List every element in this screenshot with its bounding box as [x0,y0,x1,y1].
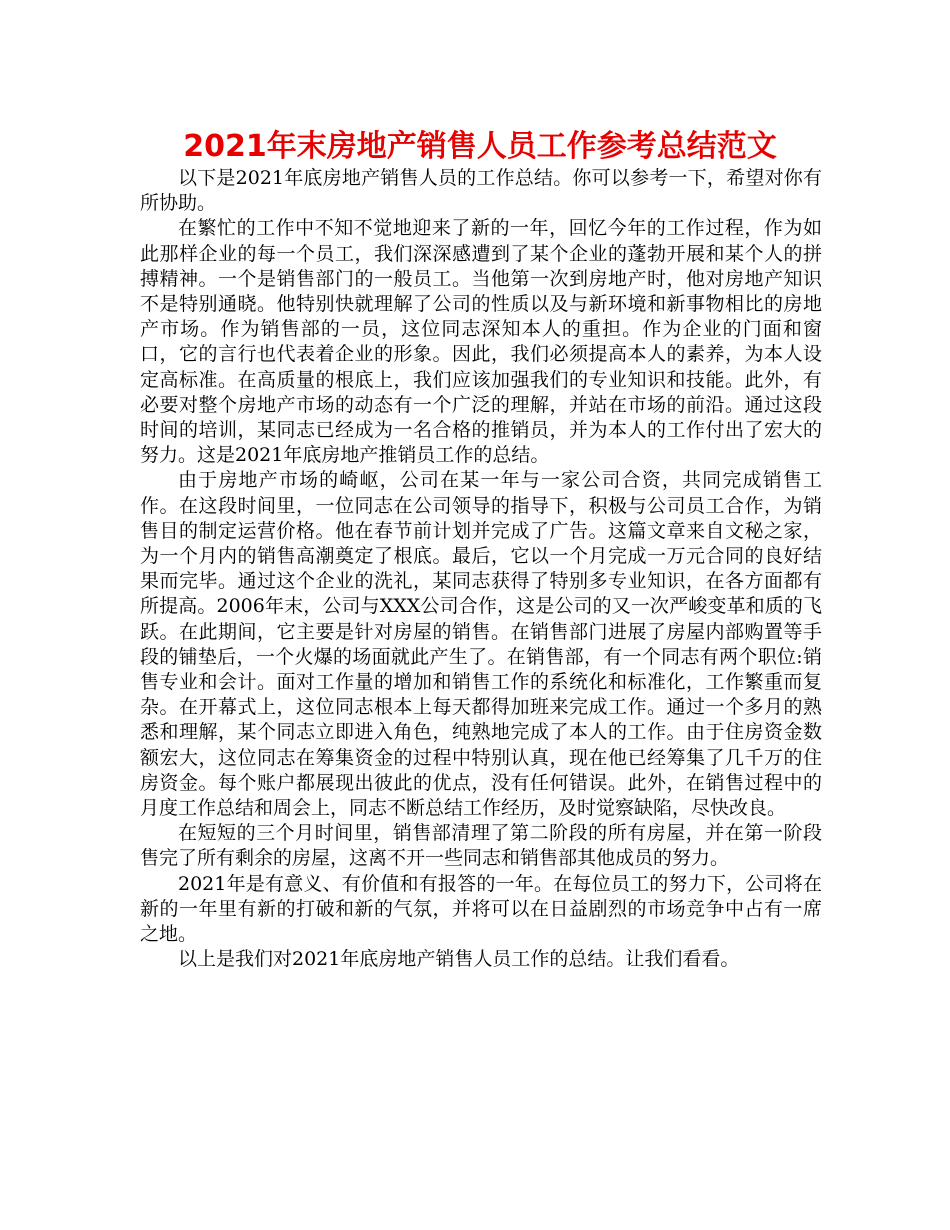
paragraph-review: 在繁忙的工作中不知不觉地迎来了新的一年，回忆今年的工作过程，作为如此那样企业的每一个员工，我们深深感遭到了某个企业的蓬勃开展和某个人的拼搏精神。一个是销售部门的一般员工。当他第一次到房地产时，他对房地产知识不是特别通晓。他特别快就理解了公司的性质以及与新环境和新事物相比的房地产市场。作为销售部的一员，这位同志深知本人的重担。作为企业的门面和窗口，它的言行也代表着企业的形象。因此，我们必须提高本人的素养，为本人设定高标准。在高质量的根底上，我们应该加强我们的专业知识和技能。此外，有必要对整个房地产市场的动态有一个广泛的理解，并站在市场的前沿。通过这段时间的培训，某同志已经成为一名合格的推销员，并为本人的工作付出了宏大的努力。这是2021年底房地产推销员工作的总结。 [140,217,822,467]
document-body [140,166,822,973]
paragraph-intro: 以下是2021年底房地产销售人员的工作总结。你可以参考一下，希望对你有所协助。 [140,167,822,215]
paragraph-three-months: 在短短的三个月时间里，销售部清理了第二阶段的所有房屋，并在第一阶段售完了所有剩余的房屋，这离不开一些同志和销售部其他成员的努力。 [140,822,822,870]
document-title: 2021年末房地产销售人员工作参考总结范文 [183,129,777,164]
paragraph-outlook: 2021年是有意义、有价值和有报答的一年。在每位员工的努力下，公司将在新的一年里有新的打破和新的气氛，并将可以在日益剧烈的市场竞争中占有一席之地。 [140,872,822,946]
paragraph-joint-venture: 由于房地产市场的崎岖，公司在某一年与一家公司合资，共同完成销售工作。在这段时间里，一位同志在公司领导的指导下，积极与公司员工合作，为销售目的制定运营价格。他在春节前计划并完成了广告。这篇文章来自文秘之家，为一个月内的销售高潮奠定了根底。最后，它以一个月完成一万元合同的良好结果而完毕。通过这个企业的洗礼，某同志获得了特别多专业知识，在各方面都有所提高。2006年末，公司与XXX公司合作，这是公司的又一次严峻变革和质的飞跃。在此期间，它主要是针对房屋的销售。在销售部门进展了房屋内部购置等手段的铺垫后，一个火爆的场面就此产生了。在销售部，有一个同志有两个职位:销售专业和会计。面对工作量的增加和销售工作的系统化和标准化，工作繁重而复杂。在开幕式上，这位同志根本上每天都得加班来完成工作。通过一个多月的熟悉和理解，某个同志立即进入角色，纯熟地完成了本人的工作。由于住房资金数额宏大，这位同志在筹集资金的过程中特别认真，现在他已经筹集了几千万的住房资金。每个账户都展现出彼此的优点，没有任何错误。此外，在销售过程中的月度工作总结和周会上，同志不断总结工作经历，及时觉察缺陷，尽快改良。 [140,469,822,820]
paragraph-closing: 以上是我们对2021年底房地产销售人员工作的总结。让我们看看。 [178,948,740,971]
